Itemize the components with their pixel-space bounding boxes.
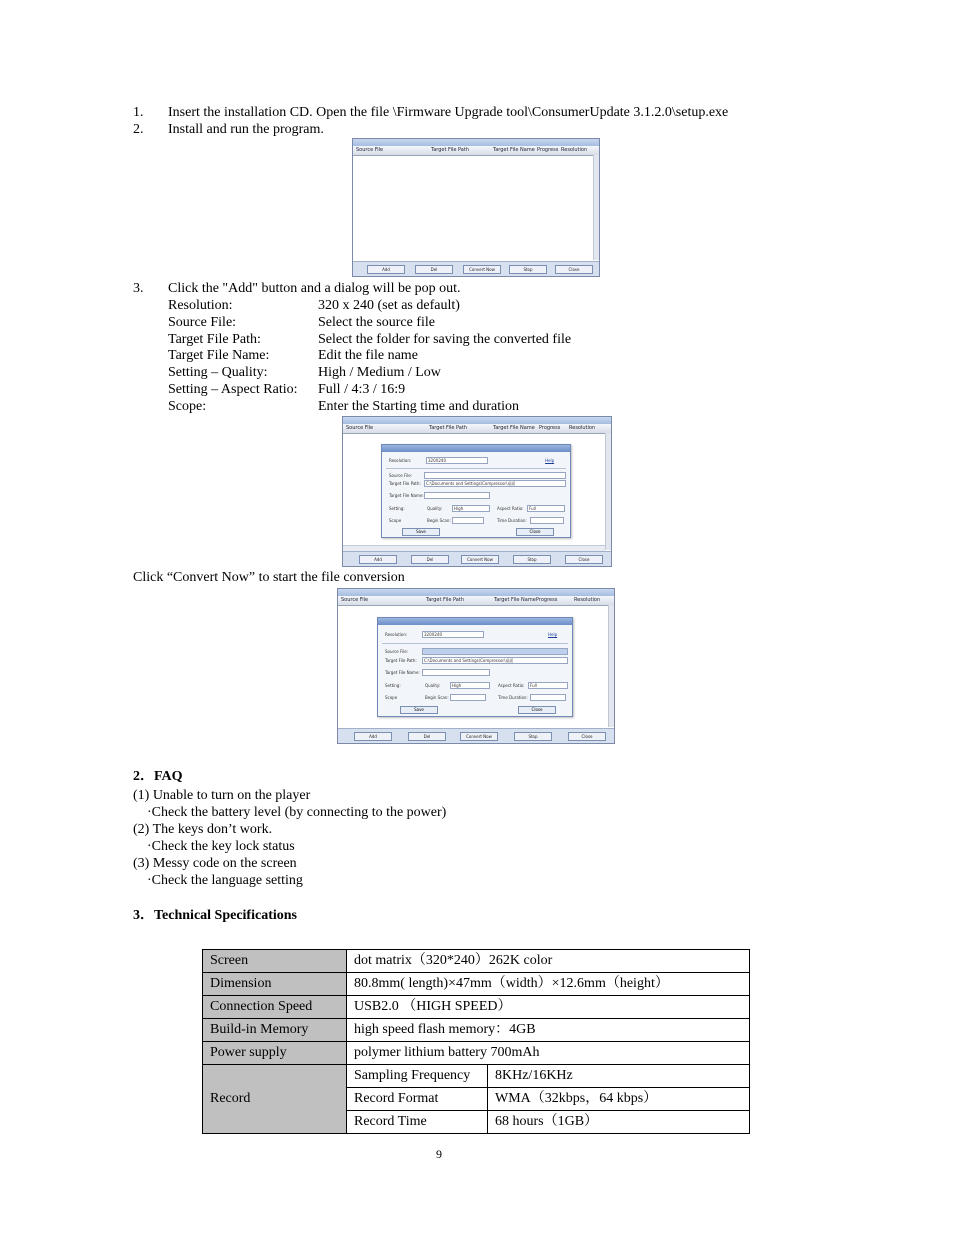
window-titlebar	[338, 589, 614, 596]
dialog-duration-field	[530, 694, 566, 701]
dialog-help-link: Help	[545, 458, 555, 463]
table-row	[203, 1019, 750, 1042]
table-row	[203, 1042, 750, 1065]
dialog-titlebar	[382, 445, 570, 452]
stop-button-image: Stop	[509, 265, 547, 274]
dialog-close-button-image: Close	[518, 706, 556, 714]
record-sub-label: Record Time	[347, 1111, 488, 1134]
dialog-titlebar	[378, 618, 572, 625]
stop-button-image: Stop	[513, 555, 551, 564]
spec-key: Power supply	[203, 1042, 347, 1065]
spec-key-record: Record	[203, 1065, 347, 1134]
dialog-begin-field	[452, 517, 484, 524]
del-button-image: Del	[415, 265, 453, 274]
dialog-source-field	[424, 472, 566, 479]
table-row	[203, 1065, 750, 1088]
button-bar	[338, 728, 614, 743]
vertical-scrollbar	[605, 433, 611, 550]
record-sub-value: 68 hours（1GB）	[488, 1111, 750, 1134]
dialog-setting-label: Setting:	[389, 506, 405, 511]
setting-source-label: Source File:	[168, 315, 237, 330]
faq-answer-3: ·Check the language setting	[147, 873, 303, 888]
dialog-divider	[386, 468, 566, 469]
faq-heading: 2．FAQ	[133, 769, 183, 784]
table-row	[203, 950, 750, 973]
dialog-scope-checkbox: Scope	[389, 518, 402, 523]
page-number: 9	[436, 1147, 442, 1161]
setting-resolution-value: 320 x 240 (set as default)	[318, 298, 460, 313]
column-target-name: Target File Name	[493, 147, 535, 153]
setting-target-name-label: Target File Name:	[168, 348, 270, 363]
faq-question-2: (2) The keys don’t work.	[133, 822, 273, 837]
stop-button-image: Stop	[514, 732, 552, 741]
faq-answer-2: ·Check the key lock status	[147, 839, 295, 854]
dialog-divider	[382, 643, 568, 644]
dialog-quality-label: Quality:	[427, 506, 443, 511]
dialog-resolution-label: Resolution:	[385, 632, 408, 637]
dialog-duration-label: Time Duration:	[498, 695, 528, 700]
faq-question-3: (3) Messy code on the screen	[133, 856, 297, 871]
setting-scope-label: Scope:	[168, 399, 207, 414]
dialog-path-field: C:\Documents and Settings\Compressor\桌面	[424, 480, 566, 487]
dialog-begin-label: Begin Scan:	[427, 518, 451, 523]
spec-value: USB2.0 （HIGH SPEED）	[347, 996, 750, 1019]
column-target-path: Target File Path	[431, 147, 469, 153]
record-sub-value: WMA（32kbps，64 kbps）	[488, 1088, 750, 1111]
dialog-setting-label: Setting:	[385, 683, 401, 688]
column-target-path: Target File Path	[426, 597, 464, 603]
dialog-path-label: Target File Path:	[389, 481, 421, 486]
column-progress: Progress	[536, 597, 558, 603]
converter-dialog-screenshot	[342, 416, 612, 567]
spec-value: high speed flash memory：4GB	[347, 1019, 750, 1042]
record-sub-label: Record Format	[347, 1088, 488, 1111]
setting-target-path-value: Select the folder for saving the converted file	[318, 332, 572, 347]
faq-question-1: (1) Unable to turn on the player	[133, 788, 311, 803]
add-file-dialog	[381, 444, 571, 538]
dialog-name-label: Target File Name:	[389, 493, 424, 498]
dialog-begin-label: Begin Scan:	[425, 695, 449, 700]
converter-main-window-screenshot	[352, 138, 600, 277]
dialog-aspect-label: Aspect Ratio:	[498, 683, 525, 688]
table-row	[203, 996, 750, 1019]
step-1-number: 1.	[133, 105, 144, 120]
specs-table	[202, 949, 750, 1134]
column-target-name: Target File Name	[494, 597, 536, 603]
convert-now-button-image: Convert Now	[461, 555, 499, 564]
record-sub-value: 8KHz/16KHz	[488, 1065, 750, 1088]
dialog-source-label: Source File:	[389, 473, 413, 478]
dialog-aspect-label: Aspect Ratio:	[497, 506, 524, 511]
window-titlebar	[353, 139, 599, 146]
setting-resolution-label: Resolution:	[168, 298, 233, 313]
close-button-image: Close	[568, 732, 606, 741]
step-3-text: Click the "Add" button and a dialog will be pop out.	[168, 281, 461, 296]
add-button-image: Add	[359, 555, 397, 564]
dialog-quality-select: High	[452, 505, 490, 512]
dialog-path-field: C:\Documents and Settings\Compressor\桌面	[422, 657, 568, 664]
column-target-name: Target File Name	[493, 425, 535, 431]
spec-key: Connection Speed	[203, 996, 347, 1019]
setting-source-value: Select the source file	[318, 315, 436, 330]
spec-key: Dimension	[203, 973, 347, 996]
dialog-resolution-label: Resolution:	[389, 458, 412, 463]
dialog-close-button-image: Close	[516, 528, 554, 536]
column-header-row	[343, 424, 611, 434]
del-button-image: Del	[411, 555, 449, 564]
column-header-row	[338, 596, 614, 606]
column-header-row	[353, 146, 599, 156]
convert-now-button-image: Convert Now	[460, 732, 498, 741]
button-bar	[353, 261, 599, 276]
dialog-source-field	[422, 648, 568, 655]
setting-aspect-label: Setting – Aspect Ratio:	[168, 382, 298, 397]
dialog-quality-select: High	[450, 682, 490, 689]
dialog-save-button-image: Save	[400, 706, 438, 714]
spec-value: polymer lithium battery 700mAh	[347, 1042, 750, 1065]
dialog-help-link: Help	[548, 632, 558, 637]
setting-target-name-value: Edit the file name	[318, 348, 418, 363]
del-button-image: Del	[408, 732, 446, 741]
dialog-quality-label: Quality:	[425, 683, 441, 688]
specs-heading: 3．Technical Specifications	[133, 908, 297, 923]
column-resolution: Resolution	[569, 425, 596, 431]
column-resolution: Resolution	[574, 597, 601, 603]
convert-now-instruction: Click “Convert Now” to start the file conversion	[133, 570, 405, 585]
dialog-resolution-select: 320X240	[422, 631, 484, 638]
spec-value: dot matrix（320*240）262K color	[347, 950, 750, 973]
step-1-text: Insert the installation CD. Open the file \Firmware Upgrade tool\ConsumerUpdate 3.1.2.0\setup.exe	[168, 105, 729, 120]
column-source-file: Source File	[346, 425, 374, 431]
dialog-save-button-image: Save	[402, 528, 440, 536]
dialog-source-label: Source File:	[385, 649, 409, 654]
column-target-path: Target File Path	[429, 425, 467, 431]
dialog-name-field	[424, 492, 490, 499]
dialog-begin-field	[450, 694, 486, 701]
vertical-scrollbar	[608, 605, 614, 727]
table-row	[203, 973, 750, 996]
column-progress: Progress	[539, 425, 561, 431]
step-2-text: Install and run the program.	[168, 122, 324, 137]
setting-quality-value: High / Medium / Low	[318, 365, 441, 380]
faq-answer-1: ·Check the battery level (by connecting to the power)	[147, 805, 447, 820]
dialog-path-label: Target File Path:	[385, 658, 417, 663]
step-3-number: 3.	[133, 281, 144, 296]
button-bar	[343, 551, 611, 566]
convert-now-button-image: Convert Now	[463, 265, 501, 274]
setting-scope-value: Enter the Starting time and duration	[318, 399, 520, 414]
dialog-scope-checkbox: Scope	[385, 695, 398, 700]
step-2-number: 2.	[133, 122, 144, 137]
column-progress: Progress	[537, 147, 559, 153]
dialog-duration-label: Time Duration:	[497, 518, 527, 523]
setting-aspect-value: Full / 4:3 / 16:9	[318, 382, 406, 397]
spec-key: Screen	[203, 950, 347, 973]
record-sub-label: Sampling Frequency	[347, 1065, 488, 1088]
close-button-image: Close	[555, 265, 593, 274]
converter-convert-screenshot	[337, 588, 615, 744]
add-button-image: Add	[354, 732, 392, 741]
setting-target-path-label: Target File Path:	[168, 332, 261, 347]
close-button-image: Close	[565, 555, 603, 564]
add-button-image: Add	[367, 265, 405, 274]
dialog-name-field	[422, 669, 490, 676]
window-titlebar	[343, 417, 611, 424]
dialog-aspect-select: Full	[527, 505, 565, 512]
dialog-name-label: Target File Name:	[385, 670, 420, 675]
dialog-resolution-select: 320X240	[426, 457, 488, 464]
spec-key: Build-in Memory	[203, 1019, 347, 1042]
add-file-dialog	[377, 617, 573, 717]
column-source-file: Source File	[341, 597, 369, 603]
column-source-file: Source File	[356, 147, 384, 153]
vertical-scrollbar	[593, 155, 599, 260]
dialog-duration-field	[530, 517, 564, 524]
dialog-aspect-select: Full	[528, 682, 568, 689]
column-resolution: Resolution	[561, 147, 588, 153]
setting-quality-label: Setting – Quality:	[168, 365, 268, 380]
spec-value: 80.8mm( length)×47mm（width）×12.6mm（height）	[347, 973, 750, 996]
